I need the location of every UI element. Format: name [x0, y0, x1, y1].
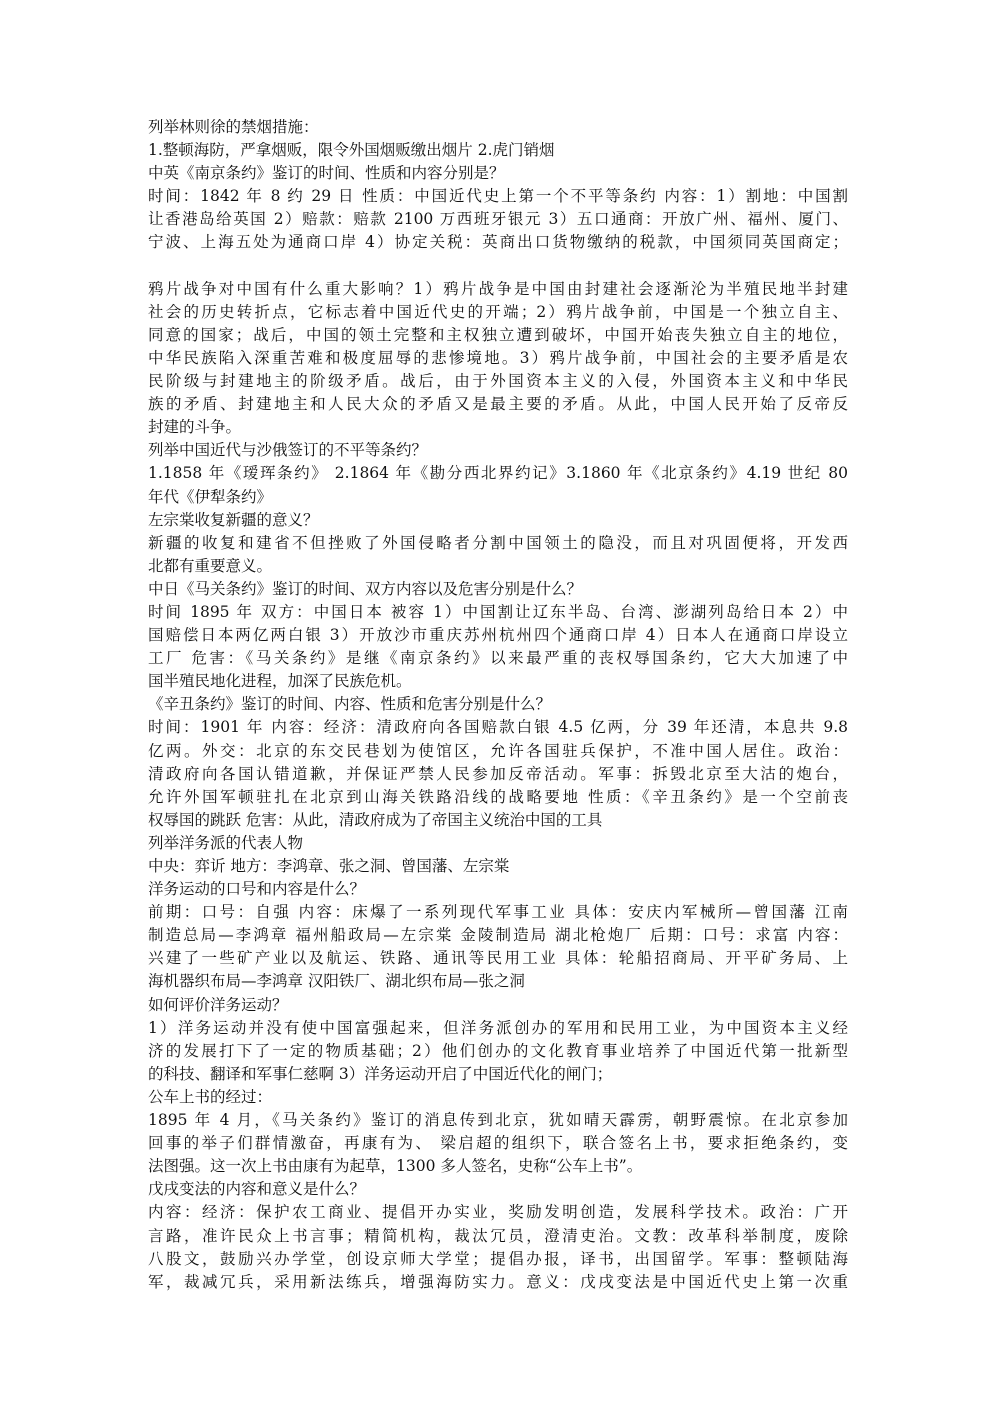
text-line: 列举洋务派的代表人物 — [148, 833, 304, 852]
text-line: 洋务运动的口号和内容是什么？ — [148, 880, 366, 899]
text-line: 八股文，鼓励兴办学堂，创设京师大学堂；提倡办报，译书，出国留学。军事：整顿陆海 — [148, 1249, 848, 1268]
text-line: 时间：1901 年 内容：经济：清政府向各国赔款白银 4.5 亿两，分 39 年还清，本息共 9.8 — [148, 718, 848, 737]
text-line: 权辱国的跳跃 危害：从此，清政府成为了帝国主义统治中国的工具 — [148, 810, 603, 829]
text-line: 前期：口号：自强 内容：床爆了一系列现代军事工业 具体：安庆内军械所—曾国藩 江南 — [148, 903, 848, 922]
text-line: 海机器织布局—李鸿章 汉阳铁厂、湖北织布局—张之洞 — [148, 972, 525, 991]
text-line: 工厂 危害：《马关条约》是继《南京条约》以来最严重的丧权辱国条约，它大大加速了中 — [148, 649, 848, 668]
text-line: 《辛丑条约》鉴订的时间、内容、性质和危害分别是什么？ — [148, 695, 552, 714]
text-line: 公车上书的经过： — [148, 1087, 273, 1106]
text-line: 北都有重要意义。 — [148, 556, 273, 575]
text-line: 如何评价洋务运动？ — [148, 995, 288, 1014]
text-line: 1.整顿海防，严拿烟贩，限令外国烟贩缴出烟片 2.虎门销烟 — [148, 141, 555, 160]
document-body — [148, 116, 848, 1294]
text-line: 时间 1895 年 双方：中国日本 被容 1）中国割让辽东半岛、台湾、澎湖列岛给日本 2）中 — [148, 602, 848, 621]
text-line: 的科技、翻译和军事仁慈啊 3）洋务运动开启了中国近代化的闸门； — [148, 1064, 613, 1083]
text-line: 时间：1842 年 8 约 29 日 性质：中国近代史上第一个不平等条约 内容：1）割地：中国割 — [148, 187, 848, 206]
text-line: 中央：弈䜣 地方：李鸿章、张之洞、曾国藩、左宗棠 — [148, 857, 510, 875]
text-line: 回事的举子们群情激奋，再康有为、 梁启超的组织下，联合签名上书，要求拒绝条约，变 — [148, 1134, 848, 1153]
text-line: 列举中国近代与沙俄签订的不平等条约？ — [148, 441, 428, 460]
text-line: 列举林则徐的禁烟措施： — [148, 118, 319, 136]
text-line: 鸦片战争对中国有什么重大影响？1）鸦片战争是中国由封建社会逐渐沦为半殖民地半封建 — [148, 279, 848, 298]
text-line: 亿两。外交：北京的东交民巷划为使馆区，允许各国驻兵保护，不准中国人居住。政治： — [148, 741, 848, 760]
text-line: 中华民族陷入深重苦难和极度屈辱的悲惨境地。3）鸦片战争前，中国社会的主要矛盾是农 — [148, 348, 848, 367]
text-line: 年代《伊犁条约》 — [148, 487, 273, 506]
text-line: 内容：经济：保护农工商业、提倡开办实业，奖励发明创造，发展科学技术。政治：广开 — [148, 1203, 848, 1222]
text-line: 民阶级与封建地主的阶级矛盾。战后，由于外国资本主义的入侵，外国资本主义和中华民 — [148, 372, 848, 391]
text-line: 封建的斗争。 — [148, 418, 242, 437]
text-line: 1895 年 4 月，《马关条约》鉴订的消息传到北京，犹如晴天霹雳，朝野震惊。在北京参加 — [148, 1111, 848, 1130]
text-line: 法图强。这一次上书由康有为起草，1300 多人签名，史称“公车上书”。 — [148, 1157, 643, 1176]
text-line: 允许外国军顿驻扎在北京到山海关铁路沿线的战略要地 性质：《辛丑条约》是一个空前丧 — [148, 787, 848, 806]
text-line: 族的矛盾、封建地主和人民大众的矛盾又是最主要的矛盾。从此，中国人民开始了反帝反 — [148, 395, 848, 414]
text-line: 济的发展打下了一定的物质基础；2）他们创办的文化教育事业培养了中国近代第一批新型 — [148, 1041, 848, 1060]
text-line: 国半殖民地化进程，加深了民族危机。 — [148, 672, 412, 691]
text-line: 同意的国家；战后，中国的领土完整和主权独立遭到破坏，中国开始丧失独立自主的地位， — [148, 325, 848, 344]
text-line: 言路，准许民众上书言事；精简机构，裁汰冗员，澄清吏治。文教：改革科举制度，废除 — [148, 1226, 848, 1245]
text-line: 中英《南京条约》鉴订的时间、性质和内容分别是？ — [148, 164, 505, 183]
text-line: 中日《马关条约》鉴订的时间、双方内容以及危害分别是什么？ — [148, 579, 583, 598]
text-line: 社会的历史转折点，它标志着中国近代史的开端；2）鸦片战争前，中国是一个独立自主、 — [148, 302, 848, 321]
text-line: 让香港岛给英国 2）赔款：赔款 2100 万西班牙银元 3）五口通商：开放广州、福州、厦门、 — [148, 210, 848, 229]
text-line: 戊戌变法的内容和意义是什么？ — [148, 1180, 366, 1199]
text-line: 制造总局—李鸿章 福州船政局—左宗棠 金陵制造局 湖北枪炮厂 后期：口号：求富 内容： — [148, 926, 848, 945]
text-line: 新疆的收复和建省不但挫败了外国侵略者分割中国领土的隐没，而且对巩固便将，开发西 — [148, 533, 848, 552]
text-line: 军，裁减冗兵，采用新法练兵，增强海防实力。意义：戊戌变法是中国近代史上第一次重 — [148, 1272, 848, 1291]
text-line: 宁波、上海五处为通商口岸 4）协定关税：英商出口货物缴纳的税款，中国须同英国商定； — [148, 233, 848, 252]
text-line: 左宗棠收复新疆的意义？ — [148, 510, 319, 529]
text-line: 国赔偿日本两亿两白银 3）开放沙市重庆苏州杭州四个通商口岸 4）日本人在通商口岸设立 — [148, 626, 848, 645]
text-line: 1）洋务运动并没有使中国富强起来，但洋务派创办的军用和民用工业，为中国资本主义经 — [148, 1018, 848, 1037]
text-line: 1.1858 年《瑷珲条约》 2.1864 年《勘分西北界约记》3.1860 年《北京条约》4.19 世纪 80 — [148, 464, 848, 483]
text-line: 清政府向各国认错道歉，并保证严禁人民参加反帝活动。军事：拆毁北京至大沽的炮台， — [148, 764, 848, 783]
text-line: 兴建了一些矿产业以及航运、铁路、通讯等民用工业 具体：轮船招商局、开平矿务局、上 — [148, 949, 848, 968]
text-line — [148, 255, 848, 278]
